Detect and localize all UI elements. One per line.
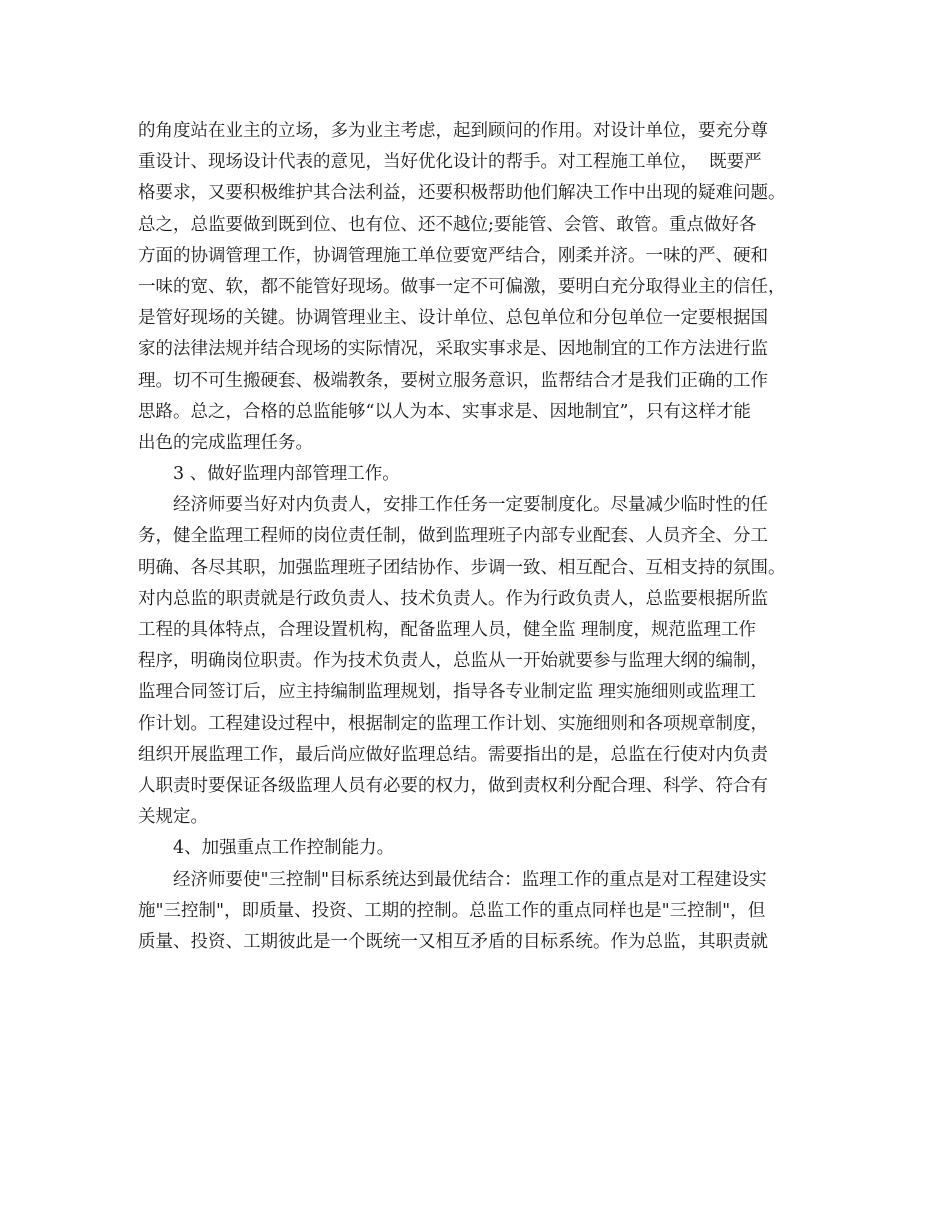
- text-line: 3 、做好监理内部管理工作。: [173, 464, 400, 485]
- text-line: 格要求，又要积极维护其合法利益，还要积极帮助他们解决工作中出现的疑难问题。: [138, 183, 786, 204]
- text-line: 组织开展监理工作，最后尚应做好监理总结。需要指出的是，总监在行使对内负责: [138, 744, 768, 765]
- text-line: 是管好现场的关键。协调管理业主、设计单位、总包单位和分包单位一定要根据国: [138, 308, 768, 329]
- text-line: 出色的完成监理任务。: [138, 432, 313, 453]
- text-line: 经济师要使"三控制"目标系统达到最优结合：监理工作的重点是对工程建设实: [173, 869, 767, 890]
- text-line: 家的法律法规并结合现场的实际情况，采取实事求是、因地制宜的工作方法进行监: [138, 339, 768, 360]
- text-line: 施"三控制"，即质量、投资、工期的控制。总监工作的重点同样也是"三控制"，但: [138, 900, 766, 921]
- text-line: 经济师要当好对内负责人，安排工作任务一定要制度化。尽量减少临时性的任: [173, 495, 768, 516]
- text-line: 关规定。: [138, 807, 208, 828]
- text-line: 方面的协调管理工作，协调管理施工单位要宽严结合，刚柔并济。一味的严、硬和: [138, 245, 768, 266]
- text-line: 重设计、现场设计代表的意见，当好优化设计的帮手。对工程施工单位， 既要严: [138, 152, 762, 173]
- text-line: 务，健全监理工程师的岗位责任制，做到监理班子内部专业配套、人员齐全、分工: [138, 526, 768, 547]
- text-line: 一味的宽、软，都不能管好现场。做事一定不可偏激，要明白充分取得业主的信任，: [138, 276, 786, 297]
- text-line: 4、加强重点工作控制能力。: [173, 838, 395, 859]
- text-line: 的角度站在业主的立场，多为业主考虑，起到顾问的作用。对设计单位，要充分尊: [138, 121, 768, 141]
- text-line: 总之，总监要做到既到位、也有位、还不越位;要能管、会管、敢管。重点做好各: [138, 214, 757, 235]
- text-line: 作计划。工程建设过程中，根据制定的监理工作计划、实施细则和各项规章制度，: [138, 713, 768, 734]
- text-line: 质量、投资、工期彼此是一个既统一又相互矛盾的目标系统。作为总监，其职责就: [138, 931, 768, 952]
- text-line: 程序，明确岗位职责。作为技术负责人，总监从一开始就要参与监理大纲的编制，: [138, 651, 768, 672]
- text-line: 思路。总之，合格的总监能够“以人为本、实事求是、因地制宜”，只有这样才能: [138, 401, 751, 422]
- document-body: [138, 116, 818, 958]
- text-line: 工程的具体特点，合理设置机构，配备监理人员，健全监 理制度，规范监理工作: [138, 620, 757, 640]
- text-line: 人职责时要保证各级监理人员有必要的权力，做到责权利分配合理、科学、符合有: [138, 775, 768, 796]
- text-line: 明确、各尽其职，加强监理班子团结协作、步调一致、相互配合、互相支持的氛围。: [138, 557, 786, 578]
- text-line: 理。切不可生搬硬套、极端教条，要树立服务意识，监帮结合才是我们正确的工作: [138, 370, 768, 391]
- text-line: 监理合同签订后，应主持编制监理规划，指导各专业制定监 理实施细则或监理工: [138, 682, 757, 703]
- text-line: 对内总监的职责就是行政负责人、技术负责人。作为行政负责人，总监要根据所监: [138, 588, 768, 609]
